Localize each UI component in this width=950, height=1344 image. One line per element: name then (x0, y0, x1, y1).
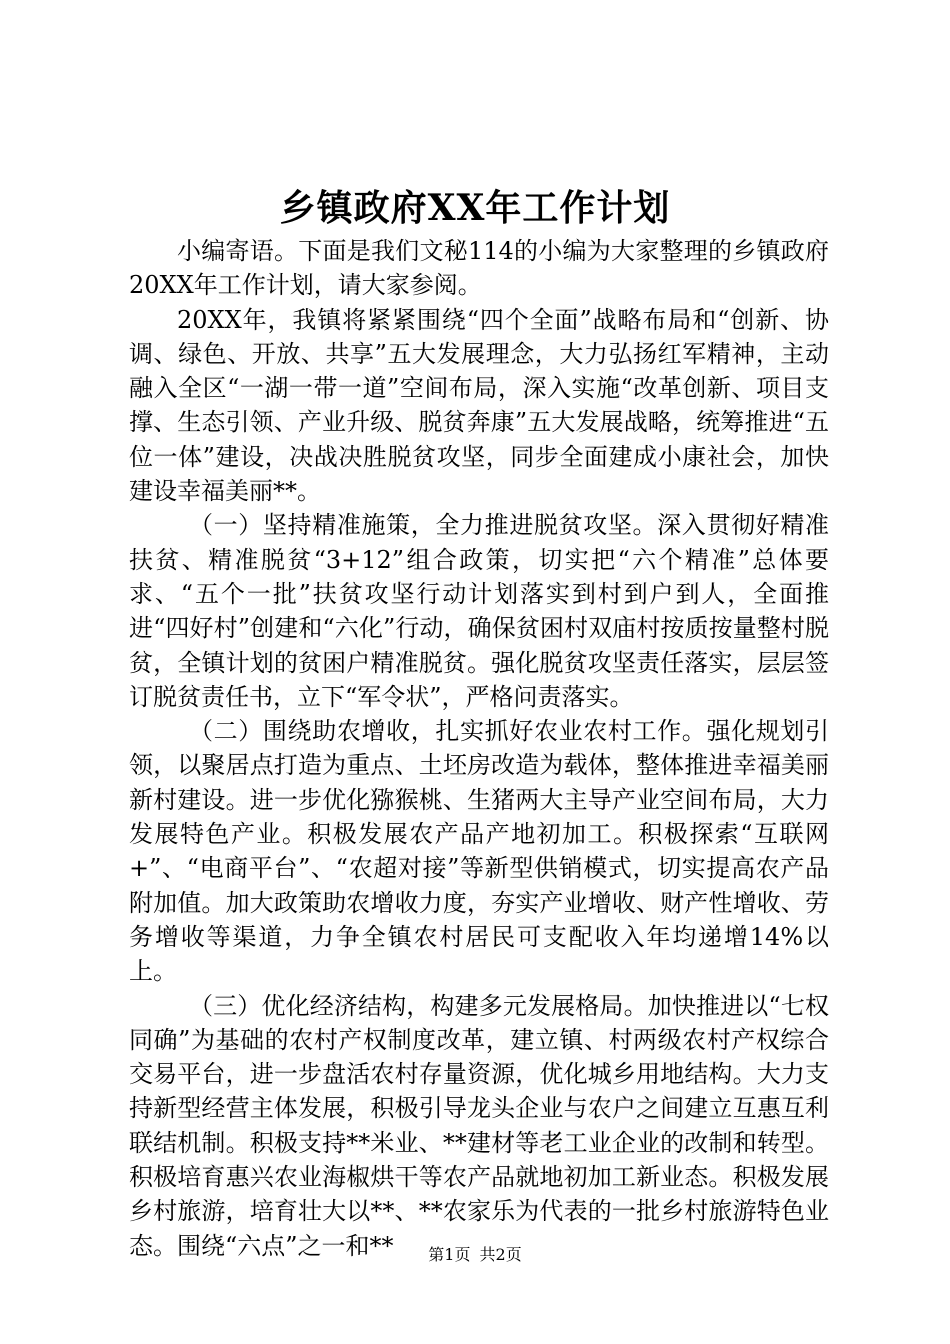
document-title: 乡镇政府XX年工作计划 (279, 187, 671, 229)
paragraph-overview: 20XX年，我镇将紧紧围绕“四个全面”战略布局和“创新、协调、绿色、开放、共享”五大发展理念，大力弘扬红军精神，主动融入全区“一湖一带一道”空间布局，深入实施“改革创新、项目支撑、生态引领、产业升级、脱贫奔康”五大发展战略，统筹推进“五位一体”建设，决战决胜脱贫攻坚，同步全面建成小康社会，加快建设幸福美丽**。 (129, 305, 829, 506)
paragraph-section-2: （二）围绕助农增收，扎实抓好农业农村工作。强化规划引领，以聚居点打造为重点、土坯房改造为载体，整体推进幸福美丽新村建设。进一步优化猕猴桃、生猪两大主导产业空间布局，大力发展特色产业。积极发展农产品产地初加工。积极探索“互联网+”、“电商平台”、“农超对接”等新型供销模式，切实提高农产品附加值。加大政策助农增收力度，夯实产业增收、财产性增收、劳务增收等渠道，力争全镇农村居民可支配收入年均递增14%以上。 (129, 717, 829, 986)
paragraph-intro: 小编寄语。下面是我们文秘114的小编为大家整理的乡镇政府20XX年工作计划，请大家参阅。 (129, 237, 829, 300)
paragraph-section-3: （三）优化经济结构，构建多元发展格局。加快推进以“七权同确”为基础的农村产权制度改革，建立镇、村两级农村产权综合交易平台，进一步盘活农村存量资源，优化城乡用地结构。大力支持新型经营主体发展，积极引导龙头企业与农户之间建立互惠互利联结机制。积极支持**米业、**建材等老工业企业的改制和转型。积极培育惠兴农业海椒烘干等农产品就地初加工新业态。积极发展乡村旅游，培育壮大以**、**农家乐为代表的一批乡村旅游特色业态。围绕“六点”之一和** (129, 991, 829, 1260)
document-body (129, 234, 829, 1263)
page-number-total: 共2页 (479, 1245, 522, 1264)
page-footer (0, 1244, 950, 1266)
page-number-current: 第1页 (428, 1245, 471, 1264)
paragraph-section-1: （一）坚持精准施策，全力推进脱贫攻坚。深入贯彻好精准扶贫、精准脱贫“3+12”组合政策，切实把“六个精准”总体要求、“五个一批”扶贫攻坚行动计划落实到村到户到人，全面推进“四好村”创建和“六化”行动，确保贫困村双庙村按质按量整村脱贫，全镇计划的贫困户精准脱贫。强化脱贫攻坚责任落实，层层签订脱贫责任书，立下“军令状”，严格问责落实。 (129, 511, 829, 711)
